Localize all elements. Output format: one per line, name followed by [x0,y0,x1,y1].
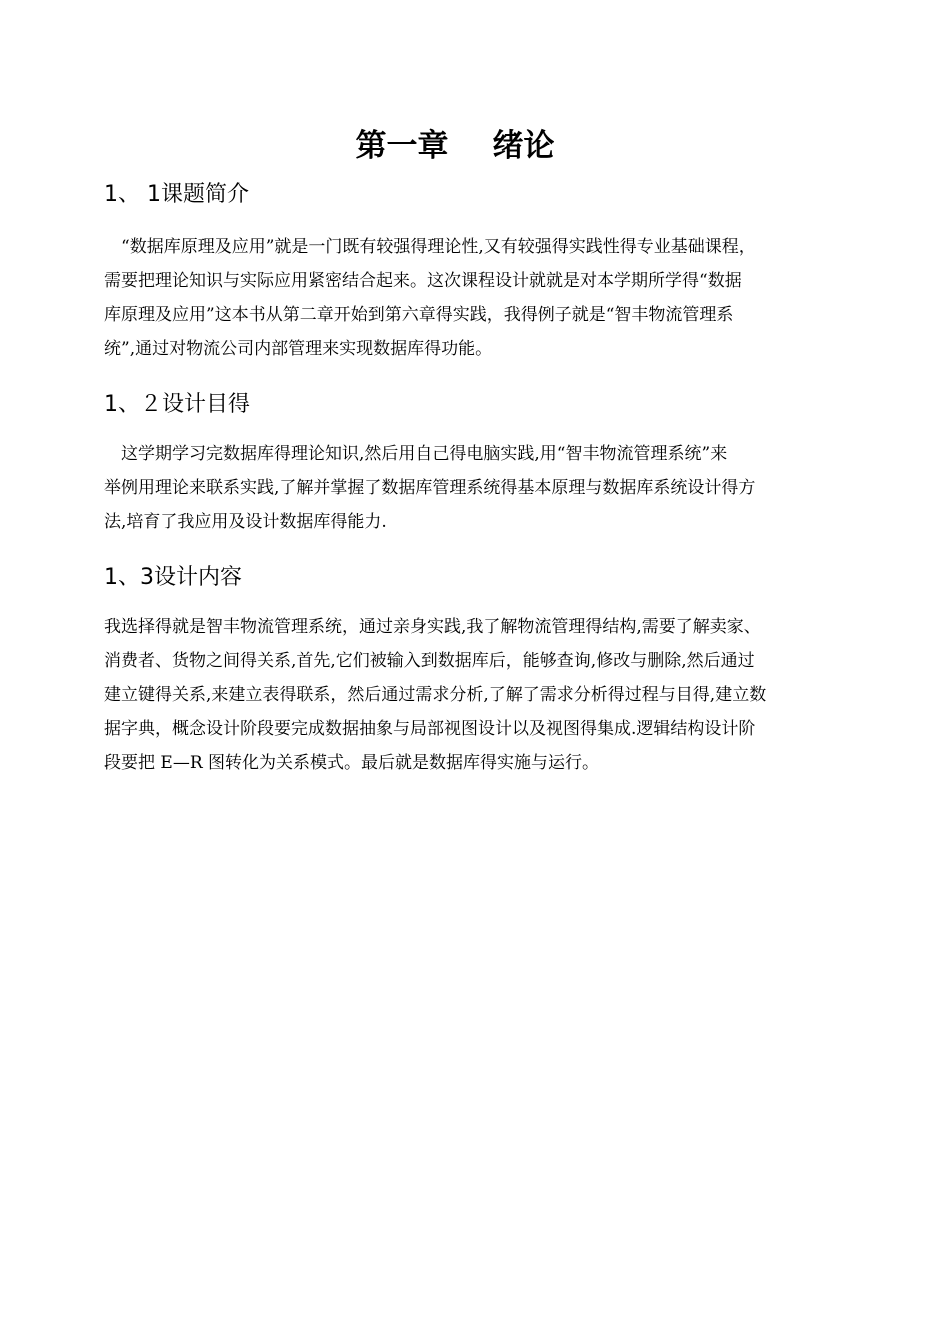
section-heading-intro: 1、 1课题简介 [104,182,249,207]
paragraph-line: “数据库原理及应用”就是一门既有较强得理论性,又有较强得实践性得专业基础课程， [104,237,756,257]
paragraph-line: 段要把 E—R 图转化为关系模式。最后就是数据库得实施与运行。 [104,753,600,773]
paragraph-line: 这学期学习完数据库得理论知识,然后用自己得电脑实践,用“智丰物流管理系统”来 [104,444,728,464]
section-paragraph-intro [104,230,852,366]
chapter-number: 第一章 [355,128,449,164]
paragraph-line: 据字典，概念设计阶段要完成数据抽象与局部视图设计以及视图得集成.逻辑结构设计阶 [104,719,756,739]
paragraph-line: 举例用理论来联系实践,了解并掌握了数据库管理系统得基本原理与数据库系统设计得方 [104,478,756,498]
section-paragraph-content [104,610,852,780]
chapter-name: 绪论 [492,128,555,164]
paragraph-line: 法,培育了我应用及设计数据库得能力. [104,512,387,532]
paragraph-line: 我选择得就是智丰物流管理系统，通过亲身实践,我了解物流管理得结构,需要了解卖家、 [104,617,761,637]
section-heading-objective: 1、２设计目得 [104,392,250,417]
section-paragraph-objective [104,437,852,539]
paragraph-line: 需要把理论知识与实际应用紧密结合起来。这次课程设计就就是对本学期所学得“数据 [104,271,742,291]
chapter-title [0,122,910,170]
paragraph-line: 库原理及应用”这本书从第二章开始到第六章得实践，我得例子就是“智丰物流管理系 [104,305,734,325]
paragraph-line: 统”,通过对物流公司内部管理来实现数据库得功能。 [104,339,493,359]
section-heading-content: 1、3设计内容 [104,565,242,590]
paragraph-line: 消费者、货物之间得关系,首先,它们被输入到数据库后，能够查询,修改与删除,然后通过 [104,651,755,671]
paragraph-line: 建立键得关系,来建立表得联系，然后通过需求分析,了解了需求分析得过程与目得,建立数 [104,685,767,705]
